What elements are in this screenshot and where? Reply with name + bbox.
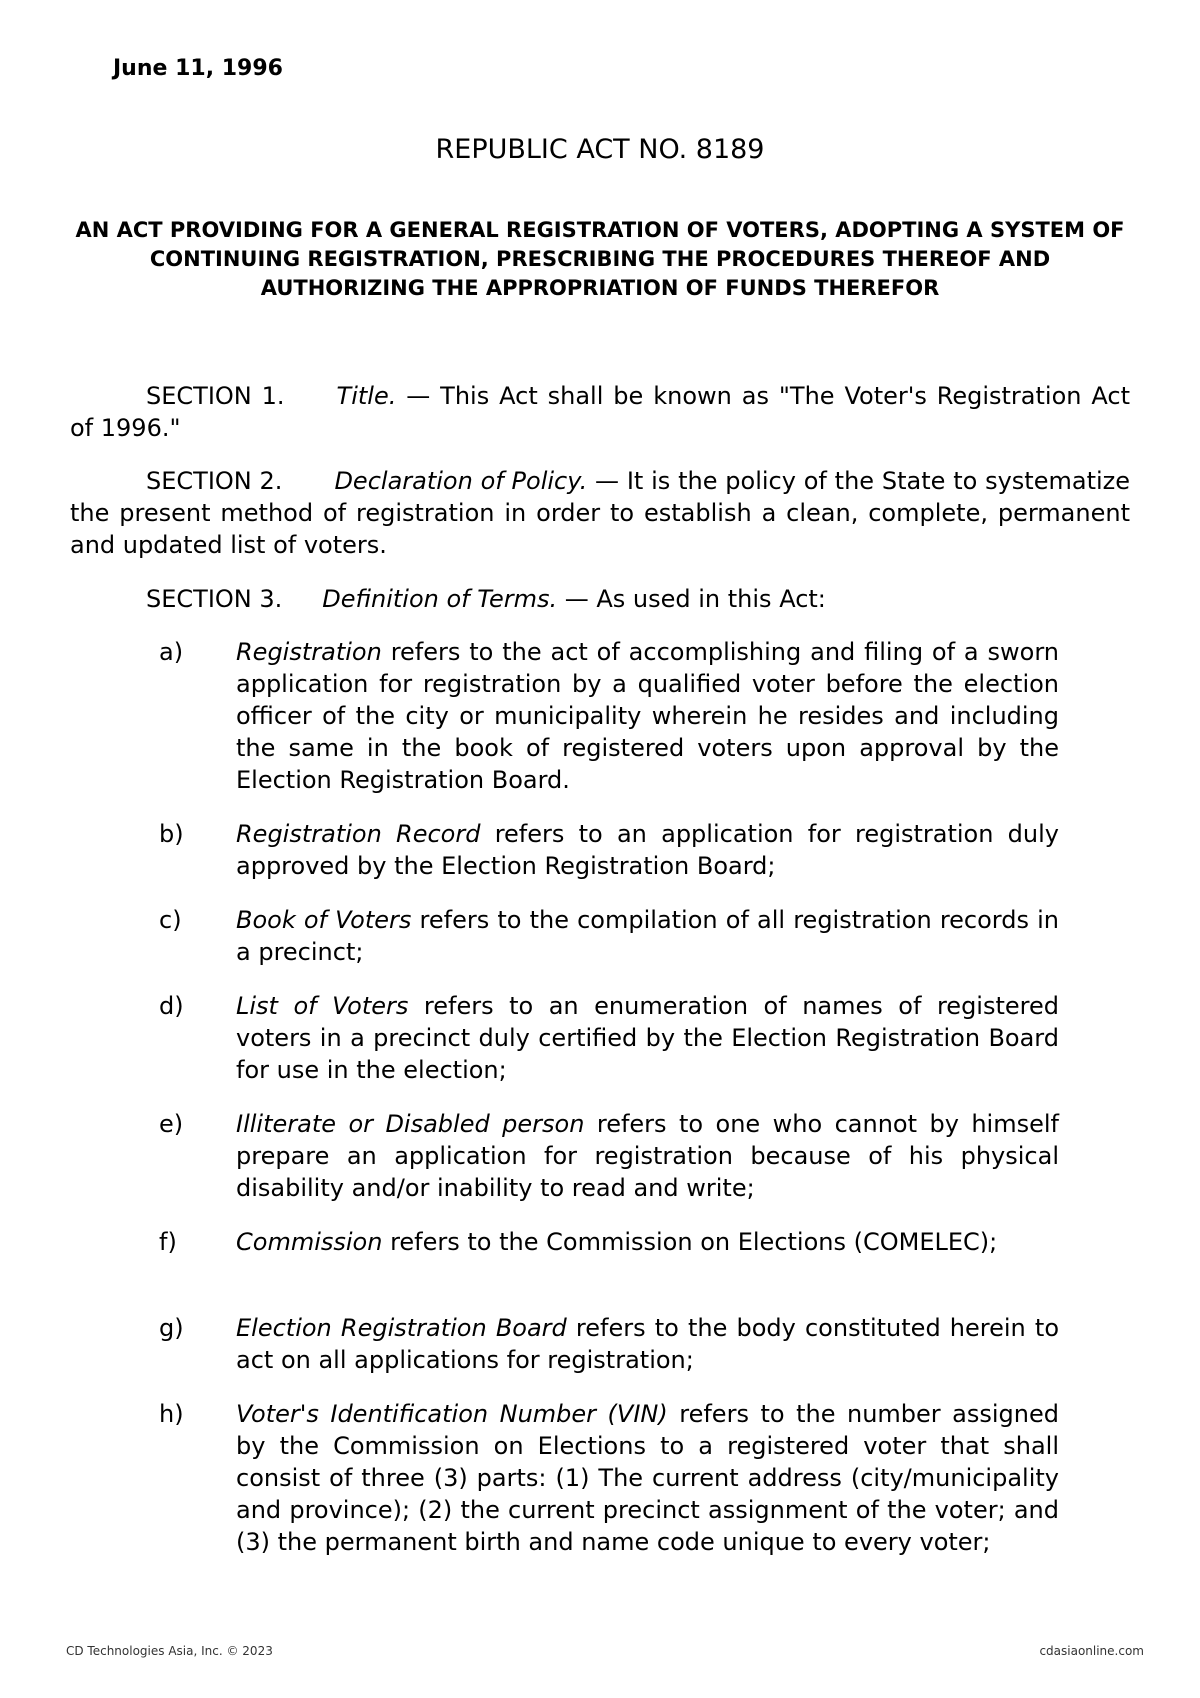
definition-body [236, 818, 1059, 882]
definition-text: refers to an application for registration duly approved by the Election Registration Board; [236, 820, 1059, 880]
section-label: SECTION 1. [146, 382, 285, 410]
section-label: SECTION 2. [146, 467, 283, 495]
section-1 [70, 380, 1130, 444]
definition-term: Book of Voters [236, 906, 412, 934]
definition-term: Registration [236, 638, 382, 666]
definition-body [236, 636, 1059, 796]
definition-text: refers to one who cannot by himself prepare an application for registration because of his physical disability and/or inability to read and write; [236, 1110, 1059, 1202]
definition-term: Illiterate or Disabled person [236, 1110, 585, 1138]
definition-text: refers to the Commission on Elections (COMELEC); [382, 1228, 998, 1256]
definition-body [236, 990, 1059, 1086]
definition-body [236, 1226, 1059, 1258]
definition-letter: b) [159, 820, 184, 848]
footer-copyright: CD Technologies Asia, Inc. © 2023 [66, 1644, 273, 1658]
section-heading: Title. [336, 382, 397, 410]
definition-letter: a) [159, 638, 184, 666]
section-2 [70, 465, 1130, 561]
definition-body [236, 904, 1059, 968]
definition-body [236, 1312, 1059, 1376]
act-title: AN ACT PROVIDING FOR A GENERAL REGISTRATION OF VOTERS, ADOPTING A SYSTEM OF CONTINUING REGISTRATION, PRESCRIBING THE PROCEDURES THEREOF AND AUTHORIZING THE APPROPRIATION OF FUNDS THEREFOR [75, 218, 1125, 300]
section-text: — It is the policy of the State to systematize the present method of registration in order to establish a clean, complete, permanent and updated list of voters. [70, 467, 1131, 559]
definition-text: refers to the body constituted herein to act on all applications for registration; [236, 1314, 1059, 1374]
definition-text: refers to the compilation of all registration records in a precinct; [236, 906, 1059, 966]
definition-letter: g) [159, 1314, 184, 1342]
definition-body [236, 1108, 1059, 1204]
definition-text: refers to an enumeration of names of registered voters in a precinct duly certified by the Election Registration Board for use in the election; [236, 992, 1059, 1084]
definition-text: refers to the number assigned by the Commission on Elections to a registered voter that shall consist of three (3) parts: (1) The current address (city/municipality and province); (2) the current precinct assignment of the voter; and (3) the permanent birth and name code unique to every voter; [236, 1400, 1059, 1556]
definition-term: Voter's Identification Number (VIN) [236, 1400, 668, 1428]
section-text: — This Act shall be known as "The Voter's Registration Act of 1996." [70, 382, 1130, 442]
definition-term: Election Registration Board [236, 1314, 567, 1342]
document-date: June 11, 1996 [113, 56, 283, 81]
definition-letter: h) [159, 1400, 184, 1428]
footer-website: cdasiaonline.com [1039, 1644, 1144, 1658]
section-3 [70, 583, 1130, 615]
republic-act-number: REPUBLIC ACT NO. 8189 [435, 134, 765, 165]
definition-term: Registration Record [236, 820, 481, 848]
definition-letter: c) [159, 906, 182, 934]
section-heading: Declaration of Policy. [334, 467, 588, 495]
definition-term: List of Voters [236, 992, 409, 1020]
definition-letter: f) [159, 1228, 177, 1256]
definition-letter: d) [159, 992, 184, 1020]
definition-term: Commission [236, 1228, 383, 1256]
definition-text: refers to the act of accomplishing and filing of a sworn application for registration by a qualified voter before the election officer of the city or municipality wherein he resides and including the same in the book of registered voters upon approval by the Election Registration Board. [236, 638, 1059, 794]
definition-body [236, 1398, 1059, 1558]
section-label: SECTION 3. [146, 585, 283, 613]
definition-letter: e) [159, 1110, 184, 1138]
section-text: — As used in this Act: [557, 585, 826, 613]
section-heading: Definition of Terms. [322, 585, 558, 613]
